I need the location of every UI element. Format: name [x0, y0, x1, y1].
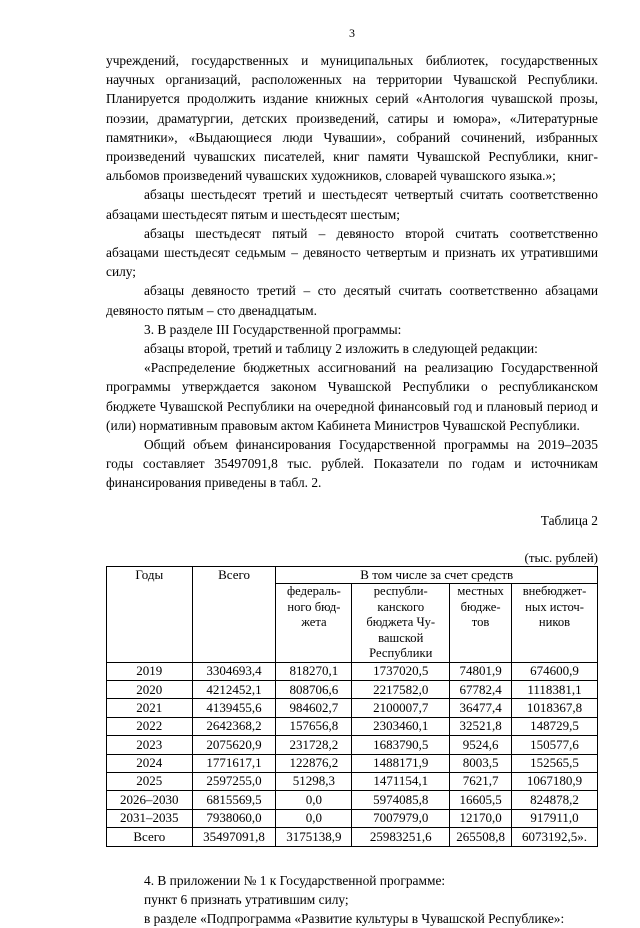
- paragraph: учреждений, государственных и муниципальных библиотек, государственных научных организаций, расположенных на территории Чувашской Республики. Планируется продолжить издание книжных серий «Антология чувашской прозы, поэзии, драматургии, детских произведений, сатиры и юмора», «Литературные памятники», «Выдающиеся люди Чувашии», собраний сочинений, избранных произведений чувашских писателей, книг памяти Чувашской Республики, книг-альбомов произведений чувашских художников, словарей чувашского языка.»;: [106, 53, 598, 184]
- cell-value: 157656,8: [276, 717, 352, 735]
- cell-year: 2019: [107, 662, 193, 680]
- cell-year: 2031–2035: [107, 809, 193, 827]
- document-page: [106, 26, 598, 928]
- table-caption: Таблица 2: [540, 512, 598, 528]
- cell-value: 36477,4: [450, 699, 512, 717]
- body-text-bottom: [106, 871, 598, 928]
- cell-value: 150577,6: [512, 736, 598, 754]
- cell-year: 2022: [107, 717, 193, 735]
- cell-value: 122876,2: [276, 754, 352, 772]
- cell-year: Всего: [107, 828, 193, 846]
- header-years: Годы: [107, 566, 193, 662]
- paragraph: 4. В приложении № 1 к Государственной программе:: [144, 872, 446, 888]
- cell-year: 2023: [107, 736, 193, 754]
- cell-value: 1067180,9: [512, 773, 598, 791]
- cell-value: 231728,2: [276, 736, 352, 754]
- cell-value: 824878,2: [512, 791, 598, 809]
- cell-value: 2597255,0: [192, 773, 276, 791]
- cell-value: 1018367,8: [512, 699, 598, 717]
- cell-value: 2303460,1: [352, 717, 450, 735]
- cell-value: 7007979,0: [352, 809, 450, 827]
- cell-year: 2025: [107, 773, 193, 791]
- table-unit: (тыс. рублей): [524, 549, 598, 565]
- cell-value: 6073192,5».: [512, 828, 598, 846]
- cell-value: 7938060,0: [192, 809, 276, 827]
- cell-value: 1683790,5: [352, 736, 450, 754]
- cell-value: 818270,1: [276, 662, 352, 680]
- paragraph: абзацы шестьдесят третий и шестьдесят четвертый считать соответственно абзацами шестьдесят пятым и шестьдесят шестым;: [106, 187, 598, 222]
- table-row: [107, 717, 598, 735]
- cell-value: 2100007,7: [352, 699, 450, 717]
- cell-year: 2026–2030: [107, 791, 193, 809]
- page-number: 3: [349, 26, 355, 40]
- cell-value: 152565,5: [512, 754, 598, 772]
- table-row: [107, 828, 598, 846]
- cell-value: 808706,6: [276, 681, 352, 699]
- cell-value: 32521,8: [450, 717, 512, 735]
- cell-year: 2021: [107, 699, 193, 717]
- table-row: [107, 791, 598, 809]
- cell-value: 1771617,1: [192, 754, 276, 772]
- cell-value: 4139455,6: [192, 699, 276, 717]
- cell-value: 16605,5: [450, 791, 512, 809]
- table-row: [107, 662, 598, 680]
- cell-value: 67782,4: [450, 681, 512, 699]
- paragraph: абзацы второй, третий и таблицу 2 изложить в следующей редакции:: [144, 341, 538, 357]
- paragraph: «Распределение бюджетных ассигнований на реализацию Государственной программы утверждается законом Чувашской Республики о республиканском бюджете Чувашской Республики на очередной финансовый год и плановый период и (или) нормативным правовым актом Кабинета Министров Чувашской Республики.: [106, 360, 598, 433]
- header-extra: внебюджет-ных источ-ников: [512, 584, 598, 663]
- cell-value: 1118381,1: [512, 681, 598, 699]
- cell-value: 984602,7: [276, 699, 352, 717]
- table-row: [107, 681, 598, 699]
- cell-value: 8003,5: [450, 754, 512, 772]
- cell-year: 2020: [107, 681, 193, 699]
- header-local: местных бюдже-тов: [450, 584, 512, 663]
- table-row: [107, 773, 598, 791]
- cell-value: 35497091,8: [192, 828, 276, 846]
- paragraph: пункт 6 признать утратившим силу;: [144, 891, 349, 907]
- cell-year: 2024: [107, 754, 193, 772]
- cell-value: 3304693,4: [192, 662, 276, 680]
- body-text-top: [106, 51, 598, 493]
- financing-table: [106, 566, 598, 847]
- cell-value: 148729,5: [512, 717, 598, 735]
- cell-value: 2217582,0: [352, 681, 450, 699]
- cell-value: 4212452,1: [192, 681, 276, 699]
- table-row: [107, 699, 598, 717]
- cell-value: 12170,0: [450, 809, 512, 827]
- cell-value: 2642368,2: [192, 717, 276, 735]
- table-row: [107, 754, 598, 772]
- cell-value: 0,0: [276, 809, 352, 827]
- table-row: [107, 809, 598, 827]
- paragraph: 3. В разделе III Государственной программы:: [144, 321, 402, 337]
- paragraph: Общий объем финансирования Государственной программы на 2019–2035 годы составляет 35497091,8 тыс. рублей. Показатели по годам и источникам финансирования приведены в табл. 2.: [106, 437, 598, 491]
- cell-value: 917911,0: [512, 809, 598, 827]
- header-federal: федераль-ного бюд-жета: [276, 584, 352, 663]
- cell-value: 6815569,5: [192, 791, 276, 809]
- cell-value: 5974085,8: [352, 791, 450, 809]
- cell-value: 51298,3: [276, 773, 352, 791]
- cell-value: 1488171,9: [352, 754, 450, 772]
- paragraph: абзацы девяносто третий – сто десятый считать соответственно абзацами девяносто пятым – сто двенадцатым.: [106, 283, 598, 318]
- header-total: Всего: [192, 566, 276, 662]
- cell-value: 25983251,6: [352, 828, 450, 846]
- cell-value: 1471154,1: [352, 773, 450, 791]
- paragraph: в разделе «Подпрограмма «Развитие культуры в Чувашской Республике»:: [144, 910, 565, 926]
- cell-value: 674600,9: [512, 662, 598, 680]
- cell-value: 9524,6: [450, 736, 512, 754]
- header-republic: республи-канского бюджета Чу-вашской Республики: [352, 584, 450, 663]
- paragraph: абзацы шестьдесят пятый – девяносто второй считать соответственно абзацами шестьдесят седьмым – девяносто четвертым и признать их утратившими силу;: [106, 225, 598, 280]
- cell-value: 7621,7: [450, 773, 512, 791]
- cell-value: 2075620,9: [192, 736, 276, 754]
- cell-value: 0,0: [276, 791, 352, 809]
- header-group: В том числе за счет средств: [276, 566, 598, 584]
- table-row: [107, 736, 598, 754]
- cell-value: 265508,8: [450, 828, 512, 846]
- cell-value: 1737020,5: [352, 662, 450, 680]
- cell-value: 74801,9: [450, 662, 512, 680]
- cell-value: 3175138,9: [276, 828, 352, 846]
- table-body: [107, 662, 598, 846]
